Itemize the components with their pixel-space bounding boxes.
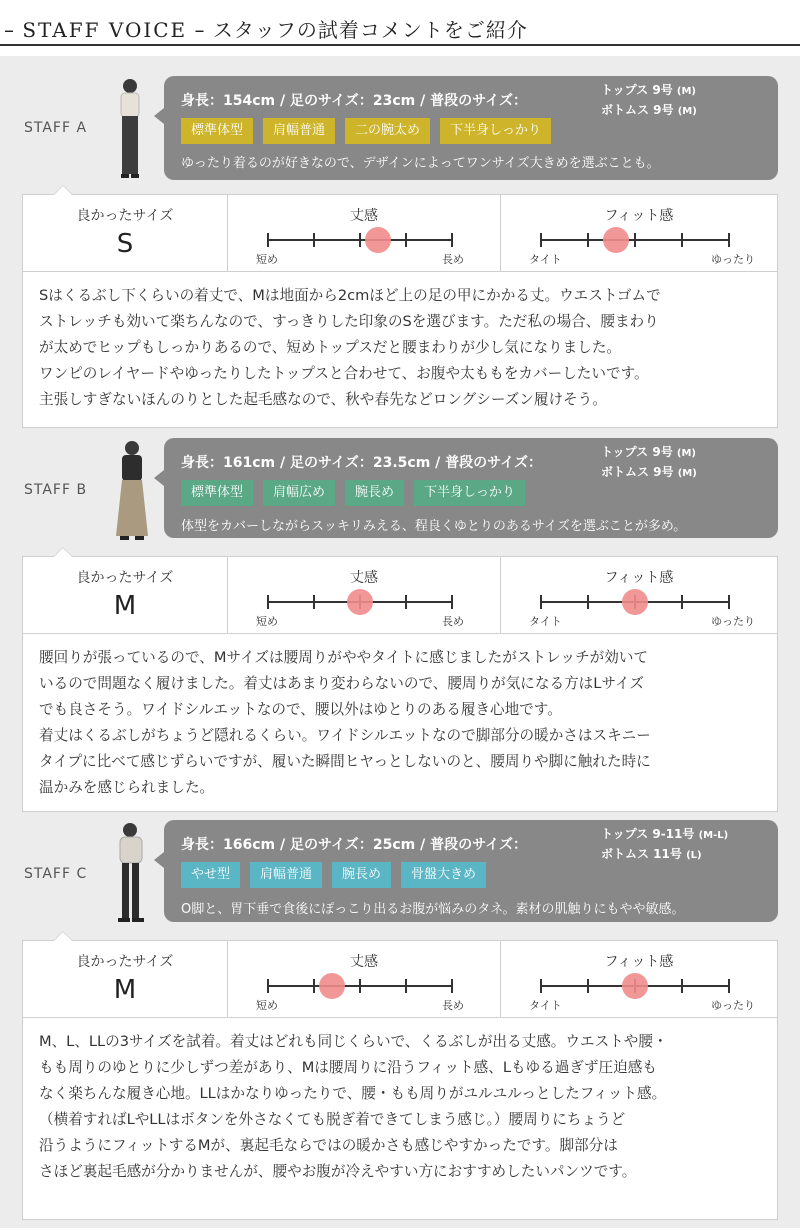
tag: 二の腕太め: [345, 118, 430, 144]
comment-line: いるので問題なく履けました。着丈はあまり変わらないので、腰周りが気になる方はLサイズ: [39, 675, 645, 692]
good-size-value: M: [113, 975, 137, 1005]
fit-scale: [501, 195, 777, 271]
fit-right-label: ゆったり: [711, 253, 755, 266]
comment-line: 腰回りが張っているので、Mサイズは腰周りがややタイトに感じましたがストレッチが効いて: [39, 649, 649, 666]
scale-tick: [267, 979, 269, 993]
staff-label: STAFF A: [24, 120, 88, 136]
good-size-value: S: [116, 229, 134, 259]
scale-marker: [622, 589, 648, 615]
staff-note: ゆったり着るのが好きなので、デザインによってワンサイズ大きめを選ぶことも。: [181, 156, 660, 171]
scale-tick: [728, 233, 730, 247]
staff-info-bubble: [164, 438, 778, 538]
body-type-tags: [181, 118, 551, 144]
scale-tick: [540, 979, 542, 993]
fit-left-label: タイト: [529, 253, 562, 266]
scale-tick: [405, 595, 407, 609]
comment-line: Sはくるぶし下くらいの着丈で、Mは地面から2cmほど上の足の甲にかかる丈。ウエストゴムで: [39, 287, 661, 304]
scale-tick: [451, 979, 453, 993]
scale-tick: [405, 233, 407, 247]
staff-c-figure: [108, 820, 154, 928]
comment-line: 沿うようにフィットするMが、裏起毛ならではの暖かさも感じやすかったです。脚部分は: [39, 1137, 618, 1154]
title-english: STAFF VOICE: [22, 18, 188, 42]
comment-line: 着丈はくるぶしがちょうど隠れるくらい。ワイドシルエットなので脚部分の暖かさはスキニー: [39, 727, 651, 744]
review-comment: [39, 283, 767, 413]
fit-title: フィット感: [604, 570, 674, 586]
length-title: 丈感: [350, 570, 378, 586]
scale-tick: [313, 595, 315, 609]
scale-marker: [603, 227, 629, 253]
body-type-tags: [181, 862, 486, 888]
scale-tick: [587, 979, 589, 993]
tag: 骨盤大きめ: [401, 862, 486, 888]
title-japanese: スタッフの試着コメントをご紹介: [212, 18, 528, 42]
comment-line: でも良さそう。ワイドシルエットなので、腰以外はゆとりのある履き心地です。: [39, 701, 562, 718]
good-size-label: 良かったサイズ: [76, 208, 174, 224]
panel-divider: [23, 1017, 777, 1018]
length-left-label: 短め: [256, 615, 278, 628]
usual-size: トップス 9-11号 (M-L) ボトムス 11号 (L): [601, 827, 729, 861]
fit-title: フィット感: [604, 208, 674, 224]
tag: 下半身しっかり: [414, 480, 525, 506]
panel-notch: [53, 185, 73, 195]
tag: やせ型: [181, 862, 240, 888]
staff-b-figure: [112, 438, 152, 544]
scale-tick: [681, 233, 683, 247]
length-scale: [228, 195, 501, 271]
scale-tick: [359, 233, 361, 247]
tag: 腕長め: [345, 480, 404, 506]
length-scale: [228, 941, 501, 1017]
staff-label: STAFF B: [24, 482, 88, 498]
length-title: 丈感: [350, 208, 378, 224]
staff-info-bubble: [164, 76, 778, 180]
length-left-label: 短め: [256, 253, 278, 266]
review-panel: [22, 556, 778, 812]
review-comment: [39, 645, 767, 801]
fit-left-label: タイト: [529, 999, 562, 1012]
scale-tick: [451, 595, 453, 609]
staff-note: 体型をカバーしながらスッキリみえる、程良くゆとりのあるサイズを選ぶことが多め。: [181, 519, 687, 534]
panel-notch: [53, 931, 73, 941]
body-specs: 身長：161cm / 足のサイズ：23.5cm / 普段のサイズ：: [181, 455, 543, 471]
length-scale: [228, 557, 501, 633]
comment-line: が太めでヒップもしっかりあるので、短めトップスだと腰まわりが少し気になりました。: [39, 339, 622, 356]
tag: 標準体型: [181, 480, 253, 506]
staff-note: O脚と、胃下垂で食後にぽっこり出るお腹が悩みのタネ。素材の肌触りにもやや敏感。: [181, 902, 685, 917]
scale-tick: [587, 233, 589, 247]
good-size-column: [23, 195, 228, 271]
scale-marker: [347, 589, 373, 615]
scale-marker: [365, 227, 391, 253]
comment-line: なく楽ちんな履き心地。LLはかなりゆったりで、腰・もも周りがユルユルっとしたフィット感。: [39, 1085, 667, 1102]
scale-tick: [267, 595, 269, 609]
scale-tick: [405, 979, 407, 993]
section-title: – STAFF VOICE – スタッフの試着コメントをご紹介: [4, 18, 528, 42]
staff-a-figure: [112, 76, 148, 186]
comment-line: タイプに比べて感じずらいですが、履いた瞬間ヒヤっとしないのと、腰周りや脚に触れた時に: [39, 753, 651, 770]
tag: 下半身しっかり: [440, 118, 551, 144]
scale-tick: [540, 233, 542, 247]
length-right-label: 長め: [442, 615, 464, 628]
scale-tick: [681, 595, 683, 609]
good-size-label: 良かったサイズ: [76, 570, 174, 586]
scale-tick: [313, 233, 315, 247]
scale-tick: [728, 979, 730, 993]
length-title: 丈感: [350, 954, 378, 970]
comment-line: さほど裏起毛感が分かりませんが、腰やお腹が冷えやすい方におすすめしたいパンツです。: [39, 1163, 637, 1180]
panel-notch: [53, 547, 73, 557]
comment-line: M、L、LLの3サイズを試着。着丈はどれも同じくらいで、くるぶしが出る丈感。ウエストや腰・: [39, 1033, 668, 1050]
fit-title: フィット感: [604, 954, 674, 970]
usual-size: トップス 9号 (M) ボトムス 9号 (M): [601, 445, 697, 479]
review-panel: [22, 940, 778, 1220]
scale-tick: [634, 233, 636, 247]
body-type-tags: [181, 480, 525, 506]
length-left-label: 短め: [256, 999, 278, 1012]
comment-line: （横着すればLやLLはボタンを外さなくても脱ぎ着できてしまう感じ。）腰周りにちょうど: [39, 1111, 626, 1128]
review-panel: [22, 194, 778, 428]
length-right-label: 長め: [442, 999, 464, 1012]
section-header: [0, 0, 800, 46]
scale-tick: [313, 979, 315, 993]
tag: 肩幅普通: [250, 862, 322, 888]
tag: 肩幅広め: [263, 480, 335, 506]
scale-tick: [451, 233, 453, 247]
fit-right-label: ゆったり: [711, 999, 755, 1012]
comment-line: ワンピのレイヤードやゆったりしたトップスと合わせて、お腹や太ももをカバーしたいです。: [39, 365, 649, 382]
length-right-label: 長め: [442, 253, 464, 266]
good-size-label: 良かったサイズ: [76, 954, 174, 970]
scale-tick: [267, 233, 269, 247]
scale-tick: [587, 595, 589, 609]
scale-tick: [359, 979, 361, 993]
scale-marker: [319, 973, 345, 999]
fit-scale: [501, 941, 777, 1017]
staff-label: STAFF C: [24, 866, 88, 882]
good-size-column: [23, 557, 228, 633]
review-comment: [39, 1029, 767, 1185]
tag: 腕長め: [332, 862, 391, 888]
scale-tick: [728, 595, 730, 609]
comment-line: 主張しすぎないほんのりとした起毛感なので、秋や春先などロングシーズン履けそう。: [39, 391, 607, 408]
good-size-column: [23, 941, 228, 1017]
body-specs: 身長：154cm / 足のサイズ：23cm / 普段のサイズ：: [181, 93, 527, 109]
usual-size: トップス 9号 (M) ボトムス 9号 (M): [601, 83, 697, 117]
scale-tick: [681, 979, 683, 993]
scale-tick: [540, 595, 542, 609]
comment-line: もも周りのゆとりに少しずつ差があり、Mは腰周りに沿うフィット感、Lもゆる過ぎず圧迫感も: [39, 1059, 657, 1076]
staff-voice-area: [0, 56, 800, 1228]
staff-info-bubble: [164, 820, 778, 922]
fit-left-label: タイト: [529, 615, 562, 628]
body-specs: 身長：166cm / 足のサイズ：25cm / 普段のサイズ：: [181, 837, 527, 853]
scale-marker: [622, 973, 648, 999]
fit-right-label: ゆったり: [711, 615, 755, 628]
good-size-value: M: [113, 591, 137, 621]
comment-line: 温かみを感じられました。: [39, 779, 215, 796]
tag: 肩幅普通: [263, 118, 335, 144]
comment-line: ストレッチも効いて楽ちんなので、すっきりした印象のSを選びます。ただ私の場合、腰まわり: [39, 313, 659, 330]
panel-divider: [23, 271, 777, 272]
fit-scale: [501, 557, 777, 633]
tag: 標準体型: [181, 118, 253, 144]
panel-divider: [23, 633, 777, 634]
